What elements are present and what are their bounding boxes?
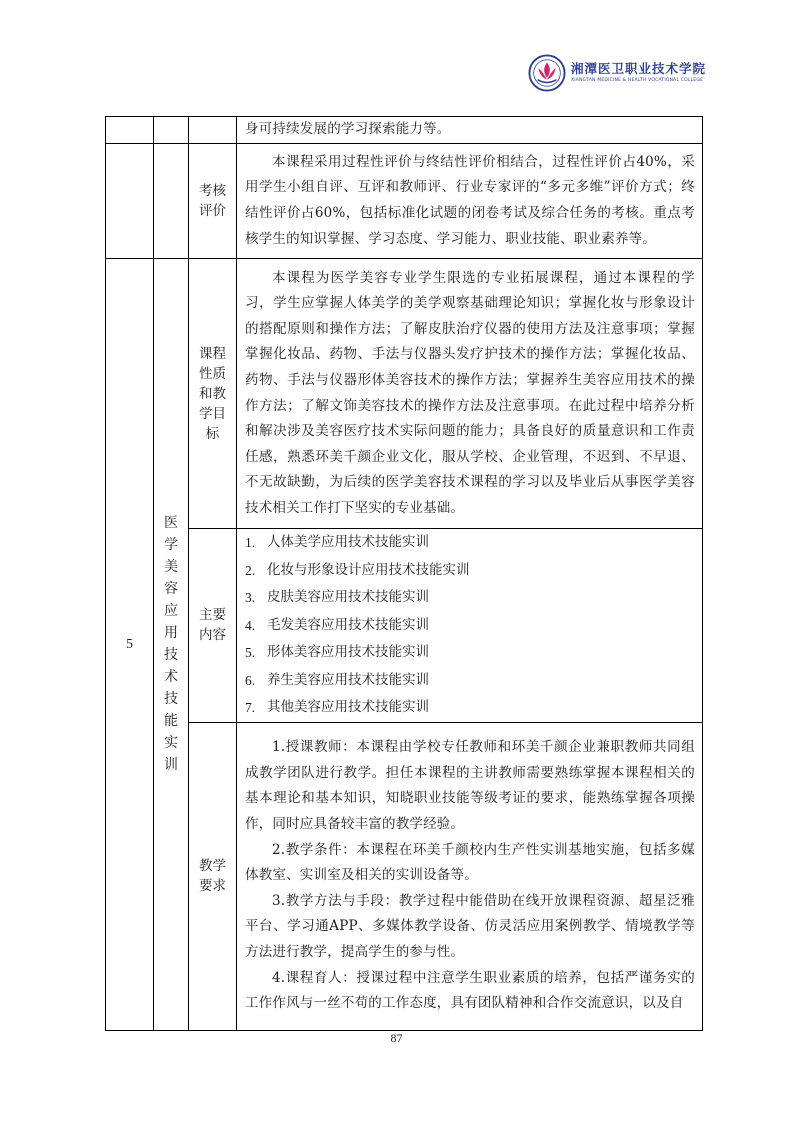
list-item (245, 557, 695, 585)
course-name-char: 容 (164, 581, 178, 598)
college-logo (528, 52, 707, 94)
requirement-paragraph: 1.授课教师：本课程由学校专任教师和环美千颜企业兼职教师共同组成教学团队进行教学。担任本课程的主讲教师需要熟练掌握本课程相关的基本理论和基本知识，知晓职业技能等级考证的要求，能熟练掌握各项操作，同时应具备较丰富的教学经验。 (245, 739, 695, 833)
college-name-cn: 湘潭医卫职业技术学院 (571, 61, 707, 76)
list-text: 形体美容应用技术技能实训 (267, 644, 429, 660)
course-name-char: 技 (164, 647, 178, 664)
course-name-char: 能 (164, 713, 178, 730)
nature-label-cell (189, 259, 237, 529)
content-list (245, 529, 695, 722)
course-name-char: 训 (164, 757, 178, 774)
assessment-text: 本课程采用过程性评价与终结性评价相结合，过程性评价占40%，采用学生小组自评、互评和教师评、行业专家评的“多元多维”评价方式；终结性评价占60%，包括标准化试题的闭卷考试及综合任务的考核。重点考核学生的知识掌握、学习态度、学习能力、职业技能、职业素养等。 (245, 153, 695, 247)
list-text: 养生美容应用技术技能实训 (267, 671, 429, 688)
table-row (106, 529, 703, 723)
assessment-label: 考核评价 (199, 183, 226, 219)
list-text: 皮肤美容应用技术技能实训 (267, 589, 429, 605)
list-text: 其他美容应用技术技能实训 (267, 699, 429, 715)
course-number: 5 (126, 636, 133, 652)
continued-text-cell (237, 117, 703, 144)
name-cell-empty (154, 117, 189, 144)
requirement-paragraph: 3.教学方法与手段：教学过程中能借助在线开放课程资源、超星泛雅平台、学习通APP、多媒体教学设备、仿灵活应用案例教学、情境教学等方法进行教学，提高学生的参与性。 (245, 892, 695, 960)
course-name-char: 实 (164, 735, 178, 752)
course-name (154, 512, 188, 776)
content-list-cell (237, 529, 703, 723)
table-row (106, 144, 703, 259)
course-name-char: 学 (164, 537, 178, 554)
list-number: 5. (245, 645, 256, 660)
list-number: 1. (245, 535, 256, 550)
course-name-char: 用 (164, 625, 178, 642)
course-name-cell (154, 259, 189, 1031)
list-item (245, 667, 695, 695)
list-item (245, 694, 695, 722)
course-number-cell (106, 259, 154, 1031)
list-number: 6. (245, 672, 256, 688)
course-name-char: 技 (164, 691, 178, 708)
list-number: 4. (245, 617, 256, 633)
nature-label: 课程性质和教学目标 (199, 345, 226, 442)
course-name-char: 术 (164, 669, 178, 686)
list-number: 2. (245, 562, 256, 578)
course-table (105, 116, 703, 1031)
list-text: 化妆与形象设计应用技术技能实训 (267, 561, 470, 578)
requirement-text-cell (237, 722, 703, 1030)
course-name-char: 美 (164, 559, 178, 576)
course-name-char: 医 (164, 515, 178, 532)
list-item (245, 612, 695, 640)
list-number: 7. (245, 700, 256, 715)
requirement-label-cell (189, 722, 237, 1030)
table-row (106, 722, 703, 1030)
list-item (245, 529, 695, 557)
assessment-label-cell (189, 144, 237, 259)
requirement-label: 教学要求 (199, 858, 226, 894)
course-name-char: 应 (164, 603, 178, 620)
table-row (106, 117, 703, 144)
assessment-text-cell (237, 144, 703, 259)
content-label-cell (189, 529, 237, 723)
number-cell-empty (106, 117, 154, 144)
content-label: 主要内容 (199, 607, 226, 644)
requirement-paragraph: 4.课程育人：授课过程中注意学生职业素质的培养，包括严谨务实的工作作风与一丝不苟的工作态度，具有团队精神和合作交流意识，以及自 (245, 969, 695, 1012)
label-cell-empty (189, 117, 237, 144)
name-cell-empty (154, 144, 189, 259)
list-item (245, 584, 695, 612)
requirement-paragraph: 2.教学条件：本课程在环美千颜校内生产性实训基地实施，包括多媒体教室、实训室及相关的实训设备等。 (245, 841, 695, 884)
table-row (106, 259, 703, 529)
number-cell-empty (106, 144, 154, 259)
college-emblem-icon (528, 54, 566, 92)
nature-text-cell (237, 259, 703, 529)
nature-text: 本课程为医学美容专业学生限选的专业拓展课程，通过本课程的学习，学生应掌握人体美学的美学观察基础理论知识；掌握化妆与形象设计的搭配原则和操作方法；了解皮肤治疗仪器的使用方法及注意事项；掌握掌握化妆品、药物、手法与仪器头发疗护技术的操作方法；掌握化妆品、药物、手法与仪器形体美容技术的操作方法；掌握养生美容应用技术的操作方法；了解文饰美容技术的操作方法及注意事项。在此过程中培养分析和解决涉及美容医疗技术实际问题的能力；具备良好的质量意识和工作责任感，熟悉环美千颜企业文化，服从学校、企业管理，不迟到、不早退、不无故缺勤，为后续的医学美容技术课程的学习以及毕业后从事医学美容技术相关工作打下坚实的专业基础。 (245, 269, 695, 516)
page-number: 87 (390, 1031, 403, 1045)
list-text: 毛发美容应用技术技能实训 (267, 616, 429, 633)
list-item (245, 639, 695, 667)
continued-text: 身可持续发展的学习探索能力等。 (245, 121, 451, 138)
list-text: 人体美学应用技术技能实训 (267, 534, 429, 550)
list-number: 3. (245, 590, 256, 605)
college-name-en: XIANGTAN MEDICINE & HEALTH VOCATIONAL COLLEGE (571, 77, 704, 83)
